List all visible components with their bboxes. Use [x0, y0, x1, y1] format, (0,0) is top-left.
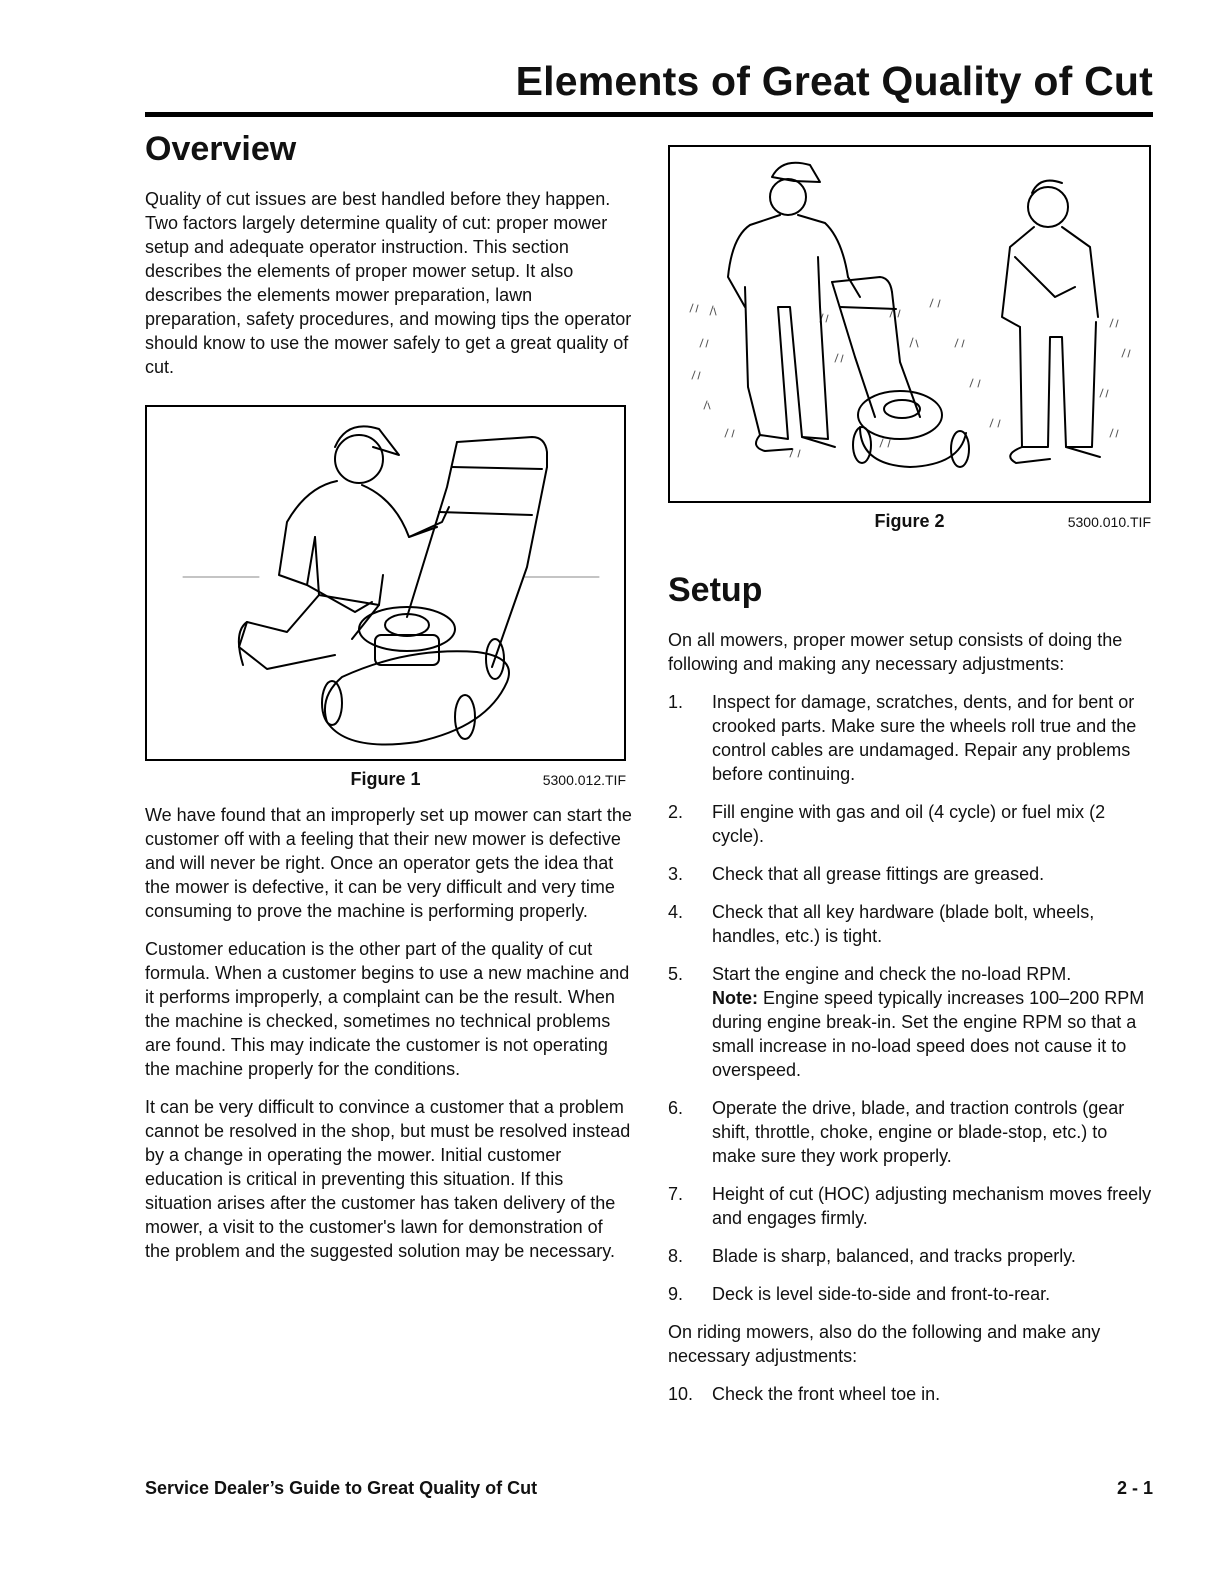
riding-steps-list [668, 1382, 1153, 1406]
mowing-lawn-illustration [670, 147, 1149, 501]
list-item: 10. Check the front wheel toe in. [668, 1384, 941, 1404]
figure-2-label: Figure 2 [874, 511, 945, 531]
setup-heading: Setup [668, 571, 763, 609]
list-item: 5. Start the engine and check the no-load RPM. Note: Engine speed typically increases 100–200 RPM during engine break-in. Set the engine RPM so that a small increase in no-load speed does not cause it to overspeed. [668, 964, 1145, 1080]
setup-intro: On all mowers, proper mower setup consists of doing the following and making any necessary adjustments: [668, 630, 1123, 674]
note-label: Note: [712, 988, 758, 1008]
setup-steps-list [668, 690, 1153, 1306]
list-item: 7. Height of cut (HOC) adjusting mechanism moves freely and engages firmly. [668, 1184, 1152, 1228]
body-paragraph: Customer education is the other part of the quality of cut formula. When a customer begins to use a new machine and it performs improperly, a complaint can be the result. When the machine is checked, sometimes no technical problems are found. This may indicate the customer is not operating the machine properly for the conditions. [145, 939, 630, 1079]
page-title: Elements of Great Quality of Cut [515, 58, 1153, 104]
mower-mechanic-illustration [147, 407, 624, 759]
right-column [668, 145, 1153, 1420]
figure-2-box [668, 145, 1151, 503]
list-item: 4. Check that all key hardware (blade bolt, wheels, handles, etc.) is tight. [668, 902, 1095, 946]
figure-1-caption [145, 769, 626, 795]
figure-1-box [145, 405, 626, 761]
riding-intro: On riding mowers, also do the following and make any necessary adjustments: [668, 1322, 1101, 1366]
list-item: 2. Fill engine with gas and oil (4 cycle) or fuel mix (2 cycle). [668, 802, 1106, 846]
overview-paragraph: Quality of cut issues are best handled before they happen. Two factors largely determine quality of cut: proper mower setup and adequate operator instruction. This section describes the elements of proper mower setup. It also describes the elements mower preparation, lawn preparation, safety procedures, and mowing tips the operator should know to use the mower safely to get a great quality of cut. [145, 189, 632, 377]
list-item: 1. Inspect for damage, scratches, dents, and for bent or crooked parts. Make sure the wheels roll true and the control cables are undamaged. Repair any problems before continuing. [668, 692, 1137, 784]
footer-guide-title: Service Dealer’s Guide to Great Quality of Cut [145, 1478, 538, 1498]
list-item: 9. Deck is level side-to-side and front-to-rear. [668, 1284, 1051, 1304]
title-rule [145, 112, 1153, 117]
footer-page-number: 2 - 1 [1116, 1478, 1153, 1498]
figure-2-filename: 5300.010.TIF [1067, 514, 1151, 530]
note-text: Engine speed typically increases 100–200 RPM during engine break-in. Set the engine RPM so that a small increase in no-load speed does not cause it to overspeed. [712, 988, 1145, 1080]
body-paragraph: We have found that an improperly set up mower can start the customer off with a feeling that their new mower is defective and will never be right. Once an operator gets the idea that the mower is defective, it can be very difficult and very time consuming to prove the machine is performing properly. [145, 805, 632, 921]
overview-heading: Overview [145, 130, 297, 168]
figure-2-caption [668, 511, 1151, 537]
list-item: 8. Blade is sharp, balanced, and tracks properly. [668, 1246, 1076, 1266]
left-column [145, 130, 632, 1277]
body-paragraph: It can be very difficult to convince a customer that a problem cannot be resolved in the shop, but must be resolved instead by a change in operating the mower. Initial customer education is critical in preventing this situation. If this situation arises after the customer has taken delivery of the mower, a visit to the customer's lawn for demonstration of the problem and the suggested solution may be necessary. [145, 1097, 631, 1261]
figure-1-filename: 5300.012.TIF [542, 772, 626, 788]
list-item: 6. Operate the drive, blade, and traction controls (gear shift, throttle, choke, engine or blade-stop, etc.) to make sure they work properly. [668, 1098, 1125, 1166]
list-item: 3. Check that all grease fittings are greased. [668, 864, 1045, 884]
figure-1-label: Figure 1 [350, 769, 421, 789]
